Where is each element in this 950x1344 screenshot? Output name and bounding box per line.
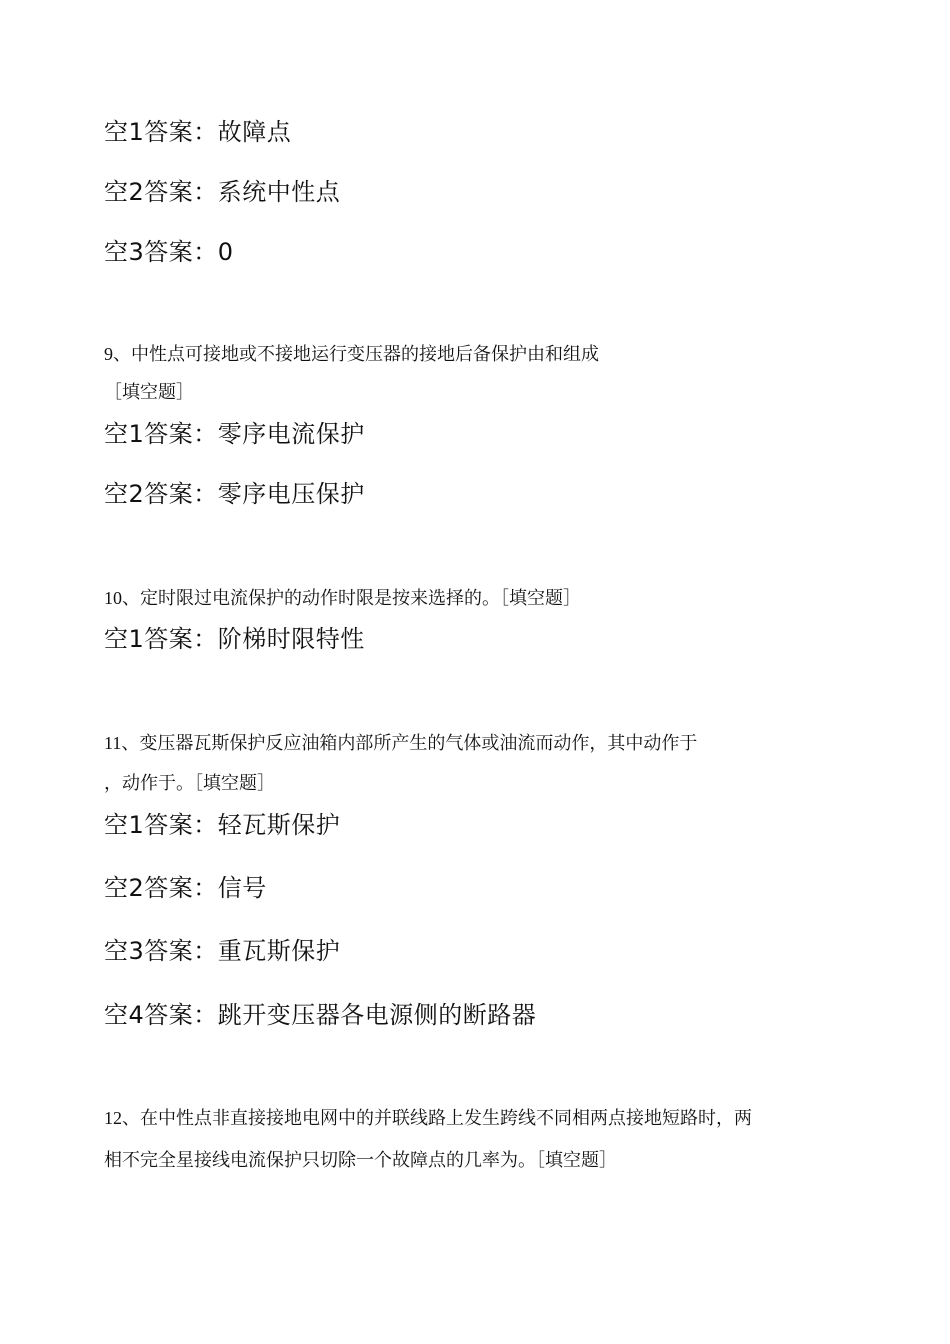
answer-line — [104, 117, 291, 147]
question-text-continued: 相不完全星接线电流保护只切除一个故障点的几率为。 — [104, 1150, 536, 1171]
answer-label: 空1答案： — [104, 625, 218, 653]
answer-label: 空1答案： — [104, 118, 218, 146]
question-text-continued: ，动作于。 — [104, 773, 194, 794]
answer-label: 空2答案： — [104, 178, 218, 206]
answer-text: 阶梯时限特性 — [217, 625, 365, 653]
question-text: 定时限过电流保护的动作时限是按来选择的。 — [140, 588, 500, 609]
answer-text: 零序电压保护 — [217, 480, 365, 508]
answer-text: 0 — [217, 238, 234, 266]
answer-label: 空2答案： — [104, 874, 218, 902]
question-separator: 、 — [122, 1108, 140, 1129]
answer-text: 轻瓦斯保护 — [217, 811, 341, 839]
question-type-tag: ［填空题］ — [536, 1150, 617, 1171]
question-9-line-2 — [104, 380, 194, 405]
answer-line — [104, 419, 365, 449]
question-11-line-1 — [104, 731, 697, 756]
question-text: 变压器瓦斯保护反应油箱内部所产生的气体或油流而动作，其中动作于 — [139, 733, 698, 754]
question-type-tag: ［填空题］ — [194, 773, 275, 794]
question-12-line-1 — [104, 1106, 752, 1131]
question-number: 12 — [104, 1108, 122, 1128]
question-text: 中性点可接地或不接地运行变压器的接地后备保护由和组成 — [131, 344, 599, 365]
answer-text: 跳开变压器各电源侧的断路器 — [217, 1001, 537, 1029]
answer-label: 空3答案： — [104, 937, 218, 965]
answer-text: 重瓦斯保护 — [217, 937, 341, 965]
question-separator: 、 — [113, 344, 131, 365]
question-11-line-2 — [104, 771, 275, 796]
answer-label: 空2答案： — [104, 480, 218, 508]
question-number: 9 — [104, 344, 113, 364]
question-number: 10 — [104, 588, 122, 608]
question-type-tag: ［填空题］ — [500, 588, 581, 609]
answer-line — [104, 936, 340, 966]
answer-label: 空4答案： — [104, 1001, 218, 1029]
question-separator: 、 — [122, 588, 140, 609]
answer-label: 空1答案： — [104, 420, 218, 448]
question-10-line-1 — [104, 586, 581, 611]
question-text: 在中性点非直接接地电网中的并联线路上发生跨线不同相两点接地短路时，两 — [140, 1108, 752, 1129]
answer-line — [104, 873, 267, 903]
question-separator: 、 — [121, 733, 140, 754]
answer-line — [104, 479, 365, 509]
answer-line — [104, 1000, 536, 1030]
answer-line — [104, 624, 365, 654]
answer-line — [104, 810, 340, 840]
answer-line — [104, 177, 340, 207]
answer-text: 系统中性点 — [217, 178, 341, 206]
question-12-line-2 — [104, 1148, 617, 1173]
answer-line — [104, 237, 234, 267]
question-type-tag: ［填空题］ — [104, 382, 194, 403]
answer-text: 信号 — [217, 874, 267, 902]
answer-text: 零序电流保护 — [217, 420, 365, 448]
question-number: 11 — [104, 733, 122, 753]
answer-label: 空3答案： — [104, 238, 218, 266]
question-9-line-1 — [104, 342, 599, 367]
answer-label: 空1答案： — [104, 811, 218, 839]
answer-text: 故障点 — [217, 118, 292, 146]
